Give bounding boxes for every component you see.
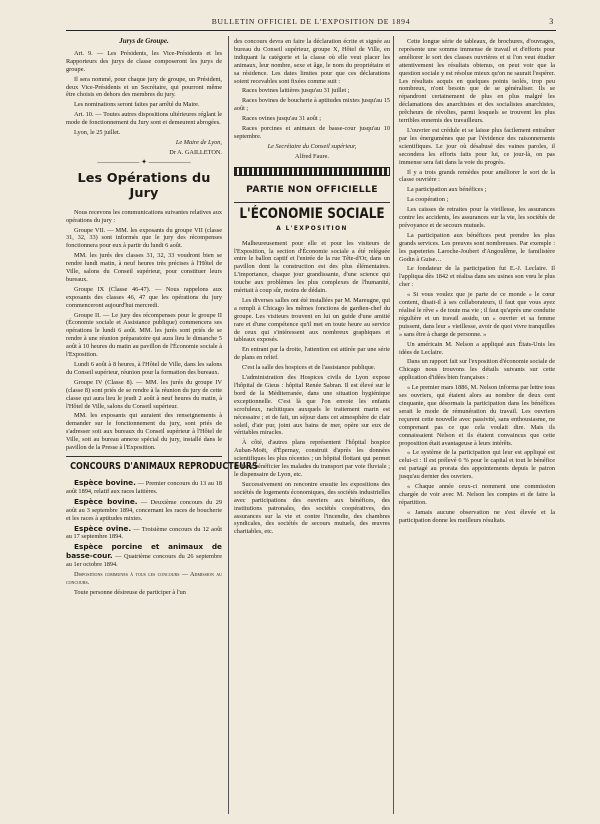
article-10: Art. 10. — Toutes autres dispositions ultérieures réglant le mode de fonctionnement du Jury sont et demeurent abrogées. — [66, 111, 222, 127]
renseignements: MM. les exposants qui auraient des renseignements à demander sur le fonctionnement du jury, sont priés de s'adresser soit aux bureaux du Conseil supérieur à l'Hôtel de Ville, soit au bureau annexe spécial du jury, installé dans le pavillon de la Presse à l'Exposition. — [66, 412, 222, 452]
col3-para-2: L'ouvrier est crédule et se laisse plus facilement entraîner par les énergumènes que par l'évidence des raisonnements scientifiques. Le jour où désabusé des vaines paroles, il secondera les efforts faits pour lui, ce jour-là, on pas immense sera fait dans la voie du progrès. — [399, 126, 555, 166]
nelson-quote-4: « Jamais aucune observation ne s'est élevée et la participation donne les meilleurs résultats. — [399, 508, 555, 524]
eco-para-2: Les diverses salles ont été installées par M. Mareugne, qui a rempli à Chicago les mêmes fonctions de gardien-chef du groupe. Les visiteurs trouvent en lui un guide d'une amitié rare et d'une compétence qu'il met en toute heure au service de ceux qui s'intéressent aux nombreux graphiques et tableaux exposés. — [234, 296, 390, 344]
groupe-7-b: MM. les jurés des classes 31, 32, 33 voudront bien se rendre lundi matin, à neuf heures très précises à l'Hôtel de Ville, salons du Conseil supérieur, pour constituer leurs bureaux. — [66, 252, 222, 283]
mayor-name: Dr A. GAILLETON. — [169, 148, 222, 156]
secretary-name: Alfred Faure. — [295, 152, 329, 160]
decree-date: Lyon, le 25 juillet. — [74, 129, 121, 137]
col3-para-7: Dans un rapport fait sur l'exposition d'économie sociale de Chicago nous trouvons les détails suivants sur cette application d'idées bien françaises : — [399, 358, 555, 382]
economie-kicker: A L'EXPOSITION — [276, 225, 348, 232]
col3-para-3: Il y a trois grands remèdes pour améliorer le sort de la classe ouvrière : — [399, 168, 555, 184]
page-header — [66, 14, 556, 31]
remedy-1: La participation aux bénéfices ; — [407, 186, 487, 194]
column-rule-1 — [228, 36, 229, 814]
secretary-role: Le Secrétaire du Conseil supérieur, — [267, 142, 357, 150]
section-ornament: —————— ✦ —————— — [97, 157, 191, 166]
article-9: Art. 9. — Les Présidents, les Vice-Présidents et les Rapporteurs des jurys de classe composeront les jurys de groupe. — [66, 49, 222, 73]
jurys-heading: Jurys de Groupe. — [119, 37, 169, 45]
col3-para-5: Le fondateur de la participation fut E.-J. Leclaire. Il l'appliqua dès 1842 et réalisa dans ses usines son vœu le plus cher : — [399, 265, 555, 289]
deadline-3: Races ovines jusqu'au 31 août ; — [242, 115, 321, 123]
groupe-2: Groupe II. — Le jury des récompenses pour le groupe II (Économie sociale et Assistance publique) commencera ses opérations le lundi 6 août. MM. les jurés sont priés de se rendre à une réunion préparatoire qui aura lieu le dimanche 5 août à 10 heures du matin au pavillon de l'Économie sociale à l'Exposition. — [66, 311, 222, 359]
eco-para-1: Malheureusement pour elle et pour les visiteurs de l'Exposition, la section d'Économie sociale a été reléguée entre le ballon captif et l'entrée de la rue Tête-d'Or, dans un pavillon dont la construction est des plus élémentaires. L'importance, chaque jour grandissante, d'une science qui touche aux problèmes les plus complexes de l'humanité, méritait à coup sûr, moins de dédain. — [234, 239, 390, 295]
economie-heading: L'ÉCONOMIE SOCIALE — [239, 205, 385, 222]
eco-para-4: C'est la salle des hospices et de l'assistance publique. — [242, 364, 376, 372]
nelson-quote-2: « Le système de la participation qui leur est appliqué est celui-ci : Il est prélevé 6 % pour le capital et tout le bénéfice est partagé au prorata des appointements depuis le patron jusqu'au dernier des ouvriers. — [399, 449, 555, 481]
col3-para-1: Cette longue série de tableaux, de brochures, d'ouvrages, représente une somme immense de travail et d'efforts pour améliorer le sort des classes ouvrières et si l'on veut étudier attentivement les résultats obtenus, on peut voir que la question sociale y est résolue mieux qu'on ne saurait l'espérer. Les résultats acquis en quelques points isolés, trop peu nombreux, n'ont besoin que de se généraliser. Ils se répandront certainement de plus en plus malgré les déclamations des anarchistes et des socialistes anarchistes, prêcheurs de révoltes, parmi lesquels se trouvent les plus terribles ennemis des travailleurs. — [399, 38, 555, 125]
column-1 — [66, 37, 258, 814]
toute-personne: Toute personne désireuse de participer à l'un — [74, 588, 186, 596]
column-3 — [399, 38, 555, 814]
nelson-quote-3: « Chaque année ceux-ci nomment une commission chargée de voir avec M. Nelson les comptes et de faire la répartition. — [399, 483, 555, 506]
deadline-1: Races bovines laitières jusqu'au 31 juillet ; — [242, 87, 350, 95]
dispositions: Dispositions communes à tous les concours — Admission au concours. — [66, 571, 222, 586]
groupe-9: Groupe IX (Classe 46-47). — Nous rappelons aux exposants des classes 46, 47 que les opérations du jury commenceront aujourd'hui mercredi. — [66, 285, 222, 309]
concours-heading: CONCOURS D'ANIMAUX REPRODUCTEURS — [70, 460, 258, 472]
concours-continued: des concours devra en faire la déclaration écrite et signée au bureau du Conseil supérieur, groupe X, Hôtel de Ville, en indiquant la catégorie et la classe où elle veut placer les animaux, leur nombre, sexe et âge, le nom du propriétaire et sa résidence. Les dates limites pour que ces déclarations soient recevables sont fixées comme suit : — [234, 38, 390, 85]
groupe-7: Groupe VII. — MM. les exposants du groupe VII (classe 31, 32, 33) sont informés que le jury des récompenses fonctionnera pour eux à partir du lundi 6 août. — [66, 226, 222, 250]
mayor-role: Le Maire de Lyon, — [175, 138, 222, 146]
groupe-4: Groupe IV (Classe 8). — MM. les jurés du groupe IV (classe 8) sont priés de se rendre à la réunion du jury de cette classe qui aura lieu le jeudi 2 août à neuf heures du matin, à l'Hôtel de Ville, salons du Conseil supérieur. — [66, 378, 222, 410]
bovine-2: Espèce bovine. — Deuxième concours du 29 août au 3 septembre 1894, concernant les races de boucherie et les races à aptitudes mixtes. — [66, 496, 222, 522]
deadline-2: Races bovines de boucherie à aptitudes mixtes jusqu'au 15 août ; — [234, 97, 390, 113]
groupe-2-b: Lundi 6 août à 8 heures, à l'Hôtel de Ville, dans les salons du Conseil supérieur, réunion pour la formation des bureaux. — [66, 361, 222, 376]
divider — [234, 202, 390, 203]
header-title: BULLETIN OFFICIEL DE L'EXPOSITION DE 1894 — [211, 17, 411, 26]
porcine: Espèce porcine et animaux de basse-cour. — Quatrième concours du 26 septembre au 1er octobre 1894. — [66, 542, 222, 569]
divider — [66, 456, 222, 457]
partie-heading: PARTIE NON OFFICIELLE — [246, 183, 378, 195]
col3-para-4: La participation aux bénéfices peut prendre les plus grands services. Les preuves sont nombreuses. Par exemple : les papeteries Laroche-Joubert d'Angoulême, le familistère Godin à Guise… — [399, 231, 555, 263]
ops-heading: Les Opérations du Jury — [77, 170, 211, 201]
article-9-b: Il sera nommé, pour chaque jury de groupe, un Président, deux Vice-Présidents et un Secrétaire, qui pourront même être choisis en dehors des membres du jury. — [66, 75, 222, 99]
column-2 — [234, 38, 390, 814]
eco-para-5: L'administration des Hospices civils de Lyon expose l'hôpital de Gieus : hôpital Renée Sabran. Il est élevé sur le bord de la Méditerranée, dans une situation hygiénique exceptionnelle. C'est là que l'on envoie les enfants scrofuleux, rachitiques auxquels le traitement marin est nécessaire ; et de fait, un séjour dans cet atmosphère de clair soleil, d'air pur, joint aux bains de mer, opère sur eux de véritables miracles. — [234, 374, 390, 437]
ops-intro: Nous recevons les communications suivantes relatives aux opérations du jury : — [66, 208, 222, 224]
remedy-2: La coopération ; — [407, 196, 449, 204]
remedy-3: Les caisses de retraites pour la vieillesse, les assurances contre les accidents, les assurances sur la vie, les sociétés de prévoyance et de secours mutuels. — [399, 206, 555, 229]
nelson-quote-1: « Le premier mars 1886, M. Nelson informa par lettre tous ses ouvriers, qui étaient alors au nombre de deux cent cinquante, que désormais la participation dans les bénéfices serait le mode de rémunération du travail. Les ouvriers reçurent cette nouvelle avec passivité, sans enthousiasme, ne comprenant pas ce que cela voulait dire. Mais ils connaissaient Nelson et ils étaient convaincus que cette proposition était avantageuse à leurs intérêts. — [399, 384, 555, 447]
bovine-1: Espèce bovine. — Premier concours du 13 au 18 août 1894, relatif aux races laitières. — [66, 477, 222, 495]
column-rule-2 — [393, 36, 394, 814]
col3-para-6: Un américain M. Nelson a appliqué aux États-Unis les idées de Leclaire. — [399, 340, 555, 356]
eco-para-6: À côté, d'autres plans représentent l'hôpital hospice Auban-Moët, d'Épernay, construit d'après les données scientifiques les plus récentes ; un hôpital flottant qui permet de faire bénéficier les malades du transport par voie fluviale ; le dispensaire de Lyon, etc. — [234, 439, 390, 478]
eco-para-7: Successivement on rencontre ensuite les expositions des sociétés de logements économiques, des sociétés industrielles avec participations des ouvriers aux bénéfices, des institutions patronales, des sociétés coopératives, des assurances sur la vie et contre l'incendie, des chambres syndicales, des sociétés de secours mutuels, des œuvres charitables, etc. — [234, 480, 390, 536]
deadline-4: Races porcines et animaux de basse-cour jusqu'au 10 septembre. — [234, 125, 390, 140]
leclaire-quote: « Si vous voulez que je parte de ce monde » le cœur content, disait-il à ses collaborateurs, il faut que vous ayez réalisé le rêve » de toute ma vie ; il faut qu'après une conduite régulière et un travail assidu, un » ouvrier et sa femme puissent, dans leur » vieillesse, avoir de quoi vivre tranquilles » sans être à charge de personne. » — [399, 291, 555, 338]
page-number: 3 — [549, 17, 554, 26]
article-9-c: Les nominations seront faites par arrêté du Maire. — [74, 101, 200, 109]
ovine: Espèce ovine. — Troisième concours du 12 août au 17 septembre 1894. — [66, 523, 222, 541]
eco-para-3: En entrant par la droite, l'attention est attirée par une série de plans en relief. — [234, 346, 390, 362]
ornamental-band — [234, 167, 390, 176]
